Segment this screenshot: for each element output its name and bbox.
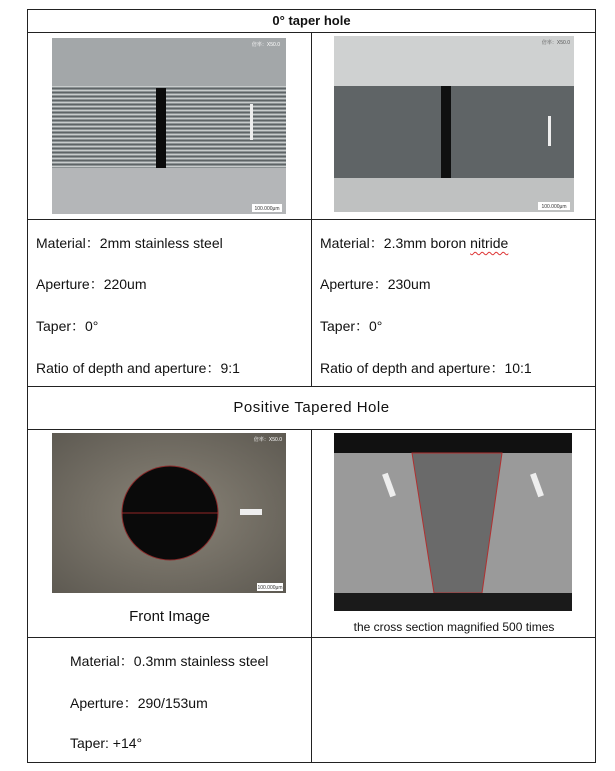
scale-bar-label: 100.000μm	[254, 206, 280, 212]
micrograph-boron-nitride	[334, 36, 574, 212]
spec-aperture: Aperture：220um	[36, 276, 147, 292]
spec-aperture: Aperture：230um	[320, 276, 431, 292]
column-divider	[311, 429, 312, 763]
spec-taper: Taper: +14°	[70, 735, 143, 751]
micrograph-front-view	[52, 433, 286, 593]
micrograph-stainless-steel	[52, 38, 286, 214]
spec-table	[27, 9, 596, 763]
column-divider	[311, 32, 312, 386]
spec-material: Material：2.3mm boron nitride	[320, 235, 509, 251]
spec-taper: Taper：0°	[36, 318, 99, 334]
spec-ratio: Ratio of depth and aperture：10:1	[320, 360, 532, 376]
spellcheck-flagged-word: nitride	[470, 235, 509, 251]
zoom-label: 倍率：X50.0	[251, 42, 280, 48]
caption-front-image: Front Image	[129, 608, 210, 625]
scale-bar-label: 100.000μm	[541, 204, 567, 210]
zoom-label: 倍率：X50.0	[253, 437, 282, 443]
section-title-positive-taper: Positive Tapered Hole	[233, 399, 390, 416]
row-divider	[28, 386, 595, 387]
scale-bar-label: 100.000μm	[257, 585, 283, 591]
spec-aperture: Aperture：290/153um	[70, 695, 208, 711]
caption-cross-section: the cross section magnified 500 times	[353, 620, 555, 634]
spec-material: Material：0.3mm stainless steel	[70, 653, 269, 669]
zoom-label: 倍率：X50.0	[541, 40, 570, 46]
spec-taper: Taper：0°	[320, 318, 383, 334]
spec-ratio: Ratio of depth and aperture：9:1	[36, 360, 240, 376]
section-title-zero-taper: 0° taper hole	[272, 13, 351, 28]
spec-material: Material：2mm stainless steel	[36, 235, 223, 251]
micrograph-cross-section	[334, 433, 572, 611]
